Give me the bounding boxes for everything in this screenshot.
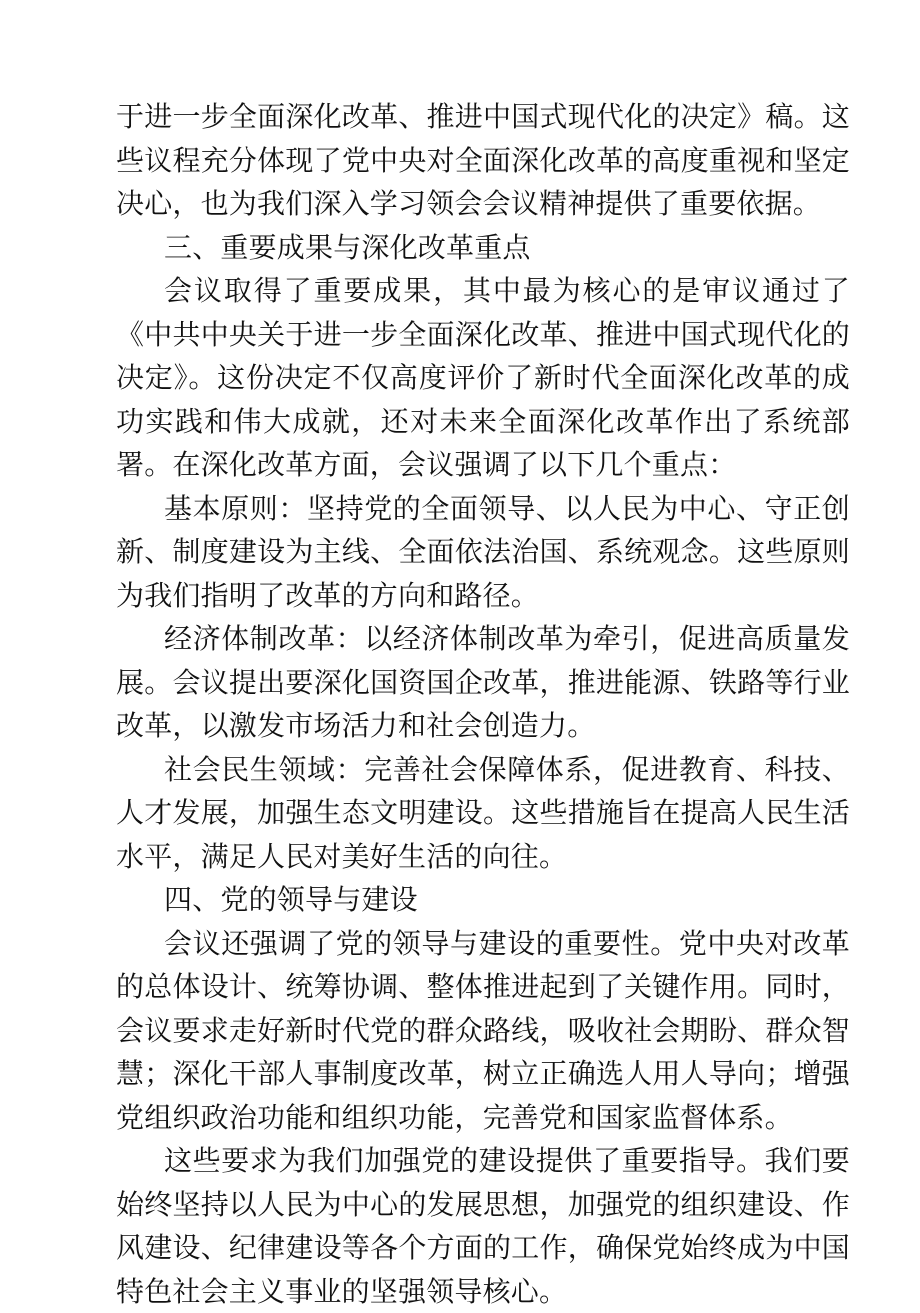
paragraph-party-leadership: 会议还强调了党的领导与建设的重要性。党中央对改革的总体设计、统筹协调、整体推进起到了关键作用。同时，会议要求走好新时代党的群众路线，吸收社会期盼、群众智慧；深化干部人事制度改革，树立正确选人用人导向；增强党组织政治功能和组织功能，完善党和国家监督体系。 bbox=[116, 926, 850, 1134]
paragraph-achievements: 会议取得了重要成果，其中最为核心的是审议通过了《中共中央关于进一步全面深化改革、推进中国式现代化的决定》。这份决定不仅高度评价了新时代全面深化改革的成功实践和伟大成就，还对未来全面深化改革作出了系统部署。在深化改革方面，会议强调了以下几个重点： bbox=[116, 274, 850, 481]
section-heading-four: 四、党的领导与建设 bbox=[164, 883, 418, 916]
paragraph-economic-reform: 经济体制改革：以经济体制改革为牵引，促进高质量发展。会议提出要深化国资国企改革，推进能源、铁路等行业改革，以激发市场活力和社会创造力。 bbox=[116, 622, 850, 742]
paragraph-party-building-guidance: 这些要求为我们加强党的建设提供了重要指导。我们要始终坚持以人民为中心的发展思想，加强党的组织建设、作风建设、纪律建设等各个方面的工作，确保党始终成为中国特色社会主义事业的坚强领导核心。 bbox=[116, 1144, 850, 1308]
paragraph-basic-principles: 基本原则：坚持党的全面领导、以人民为中心、守正创新、制度建设为主线、全面依法治国、系统观念。这些原则为我们指明了改革的方向和路径。 bbox=[116, 491, 850, 612]
paragraph-continuation: 于进一步全面深化改革、推进中国式现代化的决定》稿。这些议程充分体现了党中央对全面深化改革的高度重视和坚定决心，也为我们深入学习领会会议精神提供了重要依据。 bbox=[116, 100, 850, 220]
section-heading-three: 三、重要成果与深化改革重点 bbox=[164, 230, 531, 264]
document-body bbox=[116, 95, 850, 1313]
paragraph-social-livelihood: 社会民生领域：完善社会保障体系，促进教育、科技、人才发展，加强生态文明建设。这些措施旨在提高人民生活水平，满足人民对美好生活的向往。 bbox=[116, 752, 850, 873]
